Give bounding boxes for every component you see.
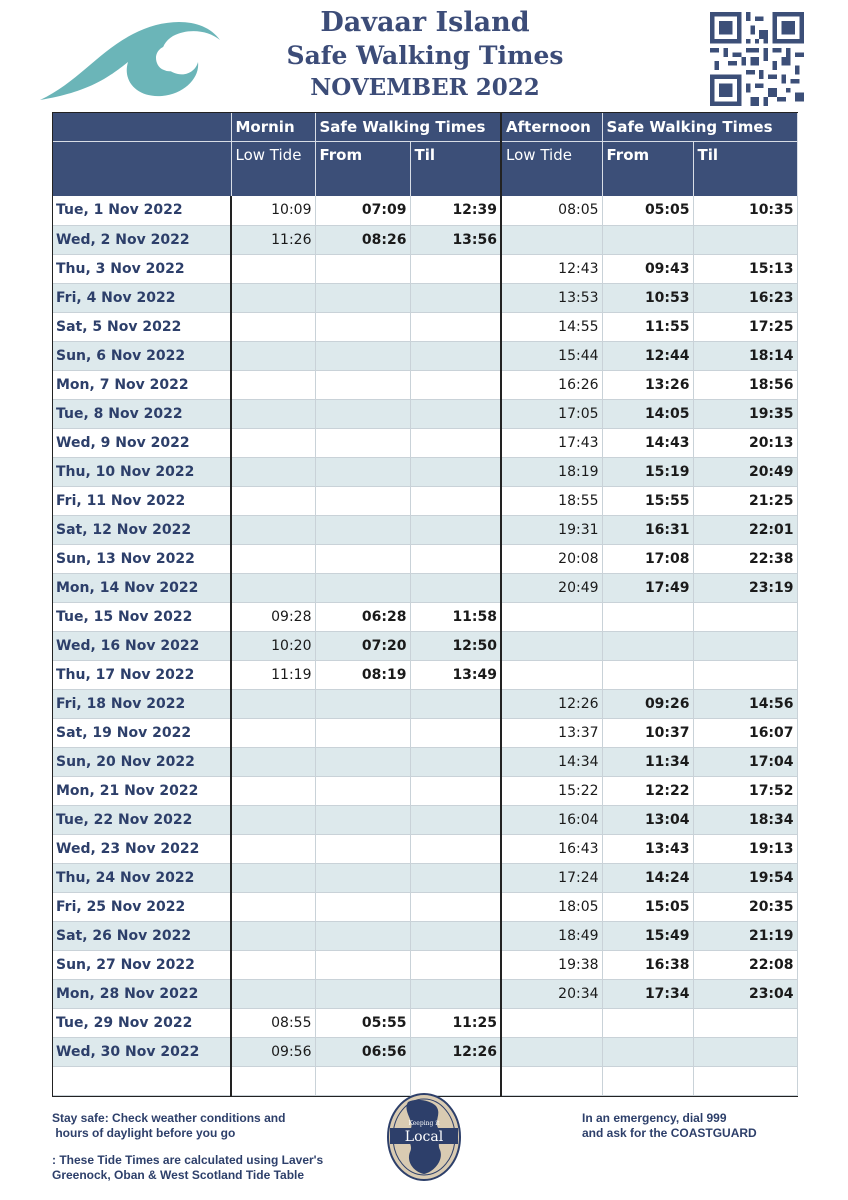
cell-am-from	[315, 428, 410, 457]
cell-am-from	[315, 718, 410, 747]
cell-pm-from: 12:44	[602, 341, 693, 370]
cell-am-from: 07:09	[315, 196, 410, 225]
cell-am-til	[410, 776, 501, 805]
empty-cell	[410, 1066, 501, 1095]
table-row	[53, 863, 797, 892]
cell-date: Sat, 12 Nov 2022	[53, 515, 231, 544]
cell-pm-til: 22:01	[693, 515, 797, 544]
cell-pm-til: 23:04	[693, 979, 797, 1008]
cell-am-from	[315, 805, 410, 834]
emergency-info	[582, 1111, 802, 1141]
cell-pm-from: 15:05	[602, 892, 693, 921]
table-row	[53, 892, 797, 921]
cell-pm-from: 09:26	[602, 689, 693, 718]
cell-date: Tue, 15 Nov 2022	[53, 602, 231, 631]
cell-date: Sat, 5 Nov 2022	[53, 312, 231, 341]
cell-pm-til: 20:13	[693, 428, 797, 457]
cell-pm-til	[693, 225, 797, 254]
cell-pm-from: 11:34	[602, 747, 693, 776]
cell-am-low	[231, 776, 315, 805]
cell-pm-low: 14:34	[501, 747, 602, 776]
cell-pm-til: 17:04	[693, 747, 797, 776]
cell-am-low	[231, 457, 315, 486]
cell-am-from	[315, 370, 410, 399]
cell-pm-low: 18:19	[501, 457, 602, 486]
column-header-pm-from: From	[602, 142, 693, 197]
cell-am-til	[410, 312, 501, 341]
cell-pm-from: 16:31	[602, 515, 693, 544]
cell-am-low	[231, 892, 315, 921]
table-row	[53, 950, 797, 979]
table-row	[53, 689, 797, 718]
cell-pm-til: 16:07	[693, 718, 797, 747]
cell-am-from: 08:26	[315, 225, 410, 254]
table-row	[53, 602, 797, 631]
cell-pm-low: 20:08	[501, 544, 602, 573]
cell-am-til	[410, 892, 501, 921]
cell-pm-from: 10:37	[602, 718, 693, 747]
qr-code-icon[interactable]	[704, 12, 810, 106]
cell-pm-low: 16:43	[501, 834, 602, 863]
keeping-it-local-badge-icon	[386, 1092, 462, 1182]
table-row	[53, 399, 797, 428]
cell-date: Tue, 22 Nov 2022	[53, 805, 231, 834]
cell-am-from	[315, 979, 410, 1008]
column-header-pm-til: Til	[693, 142, 797, 197]
cell-pm-from	[602, 1008, 693, 1037]
table-row	[53, 718, 797, 747]
wave-logo-icon	[38, 12, 223, 104]
cell-pm-from: 05:05	[602, 196, 693, 225]
cell-am-til: 13:56	[410, 225, 501, 254]
cell-am-til	[410, 370, 501, 399]
cell-pm-from	[602, 1037, 693, 1066]
table-row	[53, 196, 797, 225]
cell-am-low: 11:19	[231, 660, 315, 689]
title-line-3: NOVEMBER 2022	[310, 74, 540, 101]
table-row	[53, 341, 797, 370]
cell-am-from	[315, 776, 410, 805]
table-row	[53, 312, 797, 341]
cell-am-low: 09:56	[231, 1037, 315, 1066]
cell-am-low	[231, 544, 315, 573]
group-header-afternoon: Afternoon	[501, 113, 602, 142]
cell-pm-low	[501, 602, 602, 631]
cell-am-from	[315, 892, 410, 921]
cell-date: Mon, 7 Nov 2022	[53, 370, 231, 399]
cell-am-til	[410, 254, 501, 283]
empty-cell	[602, 1066, 693, 1095]
cell-am-low: 08:55	[231, 1008, 315, 1037]
cell-pm-til: 18:56	[693, 370, 797, 399]
cell-am-low	[231, 399, 315, 428]
table-row	[53, 660, 797, 689]
cell-pm-low: 14:55	[501, 312, 602, 341]
cell-pm-til: 17:25	[693, 312, 797, 341]
cell-am-low	[231, 312, 315, 341]
cell-pm-from: 13:26	[602, 370, 693, 399]
cell-pm-from: 13:04	[602, 805, 693, 834]
cell-date: Sun, 20 Nov 2022	[53, 747, 231, 776]
cell-am-low: 09:28	[231, 602, 315, 631]
cell-am-from	[315, 486, 410, 515]
cell-pm-from	[602, 225, 693, 254]
cell-pm-from	[602, 631, 693, 660]
cell-pm-til: 23:19	[693, 573, 797, 602]
cell-date: Wed, 30 Nov 2022	[53, 1037, 231, 1066]
cell-pm-til	[693, 660, 797, 689]
cell-am-from	[315, 399, 410, 428]
table-row	[53, 254, 797, 283]
cell-pm-from	[602, 602, 693, 631]
cell-am-til	[410, 805, 501, 834]
cell-pm-from	[602, 660, 693, 689]
cell-am-from: 08:19	[315, 660, 410, 689]
title-line-2: Safe Walking Times	[286, 41, 564, 70]
empty-cell	[231, 1066, 315, 1095]
cell-date: Mon, 28 Nov 2022	[53, 979, 231, 1008]
cell-pm-low	[501, 1008, 602, 1037]
empty-cell	[53, 1066, 231, 1095]
cell-pm-low: 17:05	[501, 399, 602, 428]
cell-pm-from: 10:53	[602, 283, 693, 312]
cell-pm-from: 11:55	[602, 312, 693, 341]
table-row	[53, 486, 797, 515]
cell-pm-low: 15:44	[501, 341, 602, 370]
cell-pm-from: 16:38	[602, 950, 693, 979]
cell-am-low	[231, 283, 315, 312]
cell-pm-til	[693, 1008, 797, 1037]
cell-am-low	[231, 370, 315, 399]
cell-pm-from: 14:43	[602, 428, 693, 457]
table-row	[53, 283, 797, 312]
cell-am-from	[315, 254, 410, 283]
cell-am-til: 12:39	[410, 196, 501, 225]
table-row	[53, 776, 797, 805]
cell-date: Wed, 23 Nov 2022	[53, 834, 231, 863]
cell-pm-low: 19:31	[501, 515, 602, 544]
empty-cell	[693, 1066, 797, 1095]
cell-pm-til: 22:08	[693, 950, 797, 979]
safety-advice	[52, 1111, 352, 1183]
cell-pm-from: 14:24	[602, 863, 693, 892]
cell-am-from: 06:28	[315, 602, 410, 631]
table-row	[53, 1008, 797, 1037]
cell-am-til: 12:26	[410, 1037, 501, 1066]
cell-am-low	[231, 834, 315, 863]
cell-am-low: 10:20	[231, 631, 315, 660]
column-header-am-til: Til	[410, 142, 501, 197]
emergency-line-2: and ask for the COASTGUARD	[582, 1126, 757, 1140]
title-line-1: Davaar Island	[320, 7, 530, 38]
cell-am-from	[315, 341, 410, 370]
cell-date: Thu, 10 Nov 2022	[53, 457, 231, 486]
group-header-morning: Mornin	[231, 113, 315, 142]
empty-cell	[501, 1066, 602, 1095]
cell-am-til	[410, 747, 501, 776]
cell-pm-from: 12:22	[602, 776, 693, 805]
table-row	[53, 805, 797, 834]
cell-am-from	[315, 863, 410, 892]
cell-am-from	[315, 747, 410, 776]
cell-date: Sun, 13 Nov 2022	[53, 544, 231, 573]
table-row	[53, 544, 797, 573]
table-row	[53, 747, 797, 776]
cell-date: Fri, 25 Nov 2022	[53, 892, 231, 921]
cell-pm-from: 17:08	[602, 544, 693, 573]
cell-pm-low: 16:04	[501, 805, 602, 834]
cell-am-til: 13:49	[410, 660, 501, 689]
cell-pm-low: 16:26	[501, 370, 602, 399]
cell-pm-til: 18:14	[693, 341, 797, 370]
table-row	[53, 834, 797, 863]
group-header-morning-safe: Safe Walking Times	[315, 113, 501, 142]
cell-am-til: 11:25	[410, 1008, 501, 1037]
table-row	[53, 1037, 797, 1066]
table-row	[53, 631, 797, 660]
cell-pm-from: 13:43	[602, 834, 693, 863]
cell-pm-low: 13:53	[501, 283, 602, 312]
cell-pm-low	[501, 631, 602, 660]
cell-am-from: 06:56	[315, 1037, 410, 1066]
table-row	[53, 225, 797, 254]
cell-am-low	[231, 863, 315, 892]
cell-pm-low: 13:37	[501, 718, 602, 747]
cell-pm-til: 21:25	[693, 486, 797, 515]
cell-am-low: 11:26	[231, 225, 315, 254]
safety-line-1: Stay safe: Check weather conditions and	[52, 1111, 286, 1125]
source-note-line-2: Greenock, Oban & West Scotland Tide Table	[52, 1168, 305, 1182]
cell-am-from: 05:55	[315, 1008, 410, 1037]
safety-line-2: hours of daylight before you go	[52, 1126, 236, 1140]
cell-pm-til	[693, 602, 797, 631]
cell-pm-from: 09:43	[602, 254, 693, 283]
cell-date: Thu, 3 Nov 2022	[53, 254, 231, 283]
cell-pm-from: 15:49	[602, 921, 693, 950]
cell-am-low	[231, 979, 315, 1008]
cell-pm-from: 15:19	[602, 457, 693, 486]
cell-am-til	[410, 486, 501, 515]
column-header-date	[53, 142, 231, 197]
cell-am-til	[410, 428, 501, 457]
cell-pm-til: 19:35	[693, 399, 797, 428]
cell-pm-til	[693, 1037, 797, 1066]
cell-date: Mon, 14 Nov 2022	[53, 573, 231, 602]
emergency-line-1: In an emergency, dial 999	[582, 1111, 727, 1125]
cell-date: Sat, 19 Nov 2022	[53, 718, 231, 747]
cell-am-from	[315, 921, 410, 950]
cell-am-til	[410, 283, 501, 312]
cell-pm-low: 17:24	[501, 863, 602, 892]
cell-am-til	[410, 950, 501, 979]
cell-am-low	[231, 950, 315, 979]
cell-am-from	[315, 312, 410, 341]
table-row	[53, 979, 797, 1008]
cell-pm-til: 19:13	[693, 834, 797, 863]
cell-pm-low: 18:49	[501, 921, 602, 950]
cell-am-til: 12:50	[410, 631, 501, 660]
cell-date: Wed, 16 Nov 2022	[53, 631, 231, 660]
cell-date: Fri, 4 Nov 2022	[53, 283, 231, 312]
cell-pm-low: 15:22	[501, 776, 602, 805]
cell-am-til	[410, 399, 501, 428]
cell-pm-low: 20:34	[501, 979, 602, 1008]
cell-date: Sun, 6 Nov 2022	[53, 341, 231, 370]
cell-am-til	[410, 718, 501, 747]
cell-pm-low: 19:38	[501, 950, 602, 979]
cell-am-low: 10:09	[231, 196, 315, 225]
cell-pm-til: 15:13	[693, 254, 797, 283]
cell-am-til	[410, 515, 501, 544]
cell-am-low	[231, 428, 315, 457]
cell-am-from	[315, 834, 410, 863]
column-header-pm-low-tide: Low Tide	[501, 142, 602, 197]
cell-am-til	[410, 573, 501, 602]
cell-am-low	[231, 341, 315, 370]
cell-am-from	[315, 457, 410, 486]
cell-am-low	[231, 921, 315, 950]
cell-am-from	[315, 283, 410, 312]
cell-date: Sat, 26 Nov 2022	[53, 921, 231, 950]
cell-pm-til: 22:38	[693, 544, 797, 573]
cell-date: Wed, 2 Nov 2022	[53, 225, 231, 254]
cell-am-til	[410, 689, 501, 718]
cell-pm-low	[501, 1037, 602, 1066]
badge-top-text: Keeping it	[408, 1120, 440, 1127]
table-row	[53, 573, 797, 602]
cell-am-low	[231, 486, 315, 515]
table-row	[53, 515, 797, 544]
badge-main-text: Local	[404, 1129, 444, 1145]
cell-am-til	[410, 544, 501, 573]
cell-am-til	[410, 921, 501, 950]
tide-times-table	[52, 112, 798, 1097]
cell-pm-low: 18:55	[501, 486, 602, 515]
cell-am-til	[410, 834, 501, 863]
cell-pm-from: 17:34	[602, 979, 693, 1008]
cell-pm-from: 14:05	[602, 399, 693, 428]
cell-pm-low: 18:05	[501, 892, 602, 921]
cell-date: Wed, 9 Nov 2022	[53, 428, 231, 457]
cell-date: Thu, 17 Nov 2022	[53, 660, 231, 689]
cell-pm-from: 17:49	[602, 573, 693, 602]
cell-am-from: 07:20	[315, 631, 410, 660]
cell-pm-low	[501, 225, 602, 254]
cell-am-til	[410, 341, 501, 370]
cell-date: Tue, 8 Nov 2022	[53, 399, 231, 428]
cell-pm-til: 16:23	[693, 283, 797, 312]
cell-am-low	[231, 718, 315, 747]
empty-cell	[315, 1066, 410, 1095]
cell-am-til	[410, 457, 501, 486]
cell-pm-til	[693, 631, 797, 660]
cell-pm-til: 19:54	[693, 863, 797, 892]
table-row	[53, 457, 797, 486]
cell-date: Sun, 27 Nov 2022	[53, 950, 231, 979]
cell-pm-from: 15:55	[602, 486, 693, 515]
cell-pm-low	[501, 660, 602, 689]
table-row	[53, 921, 797, 950]
cell-date: Tue, 29 Nov 2022	[53, 1008, 231, 1037]
source-note-line-1: : These Tide Times are calculated using Laver's	[52, 1153, 324, 1167]
cell-pm-low: 20:49	[501, 573, 602, 602]
cell-pm-low: 08:05	[501, 196, 602, 225]
cell-pm-til: 18:34	[693, 805, 797, 834]
column-header-am-from: From	[315, 142, 410, 197]
column-header-am-low-tide: Low Tide	[231, 142, 315, 197]
cell-am-low	[231, 573, 315, 602]
cell-am-from	[315, 515, 410, 544]
cell-am-til	[410, 863, 501, 892]
cell-am-from	[315, 573, 410, 602]
table-row	[53, 428, 797, 457]
cell-am-low	[231, 747, 315, 776]
cell-pm-til: 21:19	[693, 921, 797, 950]
cell-am-from	[315, 689, 410, 718]
cell-pm-til: 17:52	[693, 776, 797, 805]
empty-row	[53, 1066, 797, 1095]
table-row	[53, 370, 797, 399]
cell-pm-low: 17:43	[501, 428, 602, 457]
cell-am-from	[315, 950, 410, 979]
cell-am-low	[231, 805, 315, 834]
cell-am-from	[315, 544, 410, 573]
cell-date: Thu, 24 Nov 2022	[53, 863, 231, 892]
cell-pm-low: 12:26	[501, 689, 602, 718]
cell-date: Tue, 1 Nov 2022	[53, 196, 231, 225]
cell-date: Fri, 18 Nov 2022	[53, 689, 231, 718]
cell-am-til: 11:58	[410, 602, 501, 631]
cell-am-low	[231, 689, 315, 718]
page-title	[255, 6, 595, 103]
cell-am-low	[231, 254, 315, 283]
cell-pm-til: 20:49	[693, 457, 797, 486]
cell-pm-low: 12:43	[501, 254, 602, 283]
cell-am-til	[410, 979, 501, 1008]
cell-pm-til: 14:56	[693, 689, 797, 718]
cell-pm-til: 20:35	[693, 892, 797, 921]
group-header-afternoon-safe: Safe Walking Times	[602, 113, 797, 142]
cell-am-low	[231, 515, 315, 544]
cell-pm-til: 10:35	[693, 196, 797, 225]
cell-date: Fri, 11 Nov 2022	[53, 486, 231, 515]
cell-date: Mon, 21 Nov 2022	[53, 776, 231, 805]
group-header-blank	[53, 113, 231, 142]
